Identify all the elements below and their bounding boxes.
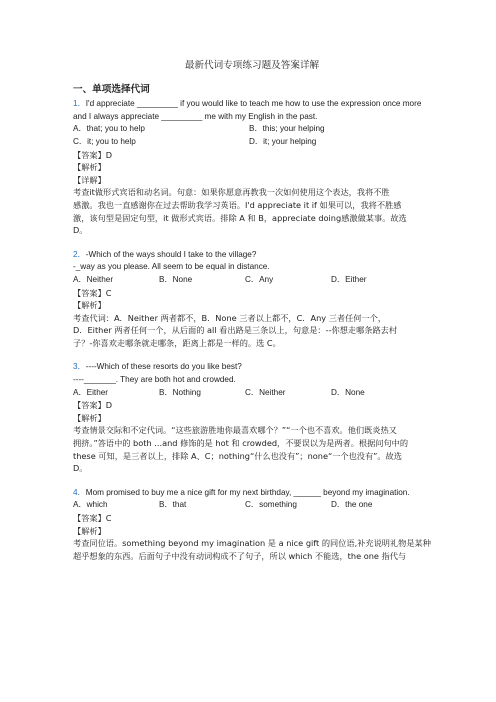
explanation-line: D。: [73, 225, 88, 236]
analysis-label: 【解析】: [73, 525, 106, 536]
options-row: [73, 136, 431, 149]
explanation-line: 超乎想象的东西。后面句子中没有动词构成不了句子，所以 which 不能选，the one 指代与: [73, 550, 407, 561]
option-b: B．this; your helping: [249, 124, 325, 134]
option-c: C．it; you to help: [73, 136, 136, 146]
answer-line: 【答案】C: [73, 287, 112, 298]
question-stem-line: ----_______. They are both hot and crowded.: [73, 375, 236, 385]
option-c: C．something: [245, 500, 297, 510]
options-row: [73, 274, 431, 287]
options-row: [73, 499, 431, 512]
explanation-line: 考查it做形式宾语和动名词。句意：如果你愿意再教我一次如何使用这个表达，我将不胜: [73, 187, 390, 198]
explanation-line: 考查代词：A．Neither 两者都不，B．None 三者以上都不，C．Any 三者任何一个，: [73, 312, 387, 323]
option-d: D．the one: [331, 500, 373, 510]
option-a: A．Neither: [73, 274, 114, 284]
question-number: 3．: [73, 362, 86, 372]
page-title: 最新代词专项练习题及答案详解: [184, 60, 320, 71]
detail-label: 【详解】: [73, 174, 106, 185]
question-stem: 2．-Which of the ways should I take to the village?: [73, 249, 257, 259]
explanation-line: 激，该句型是固定句型，it 做形式宾语。排除 A 和 B，appreciate doing感激做某事。故选: [73, 212, 407, 223]
analysis-label: 【解析】: [73, 300, 106, 311]
section-heading: 一、单项选择代词: [73, 83, 150, 95]
document-page: [73, 60, 431, 574]
question-stem: 1．I'd appreciate _________ if you would like to teach me how to use the expression once more: [73, 99, 422, 109]
option-b: B．that: [159, 500, 187, 510]
question-number: 1．: [73, 99, 86, 109]
question-4: [73, 487, 431, 563]
option-a: A．that; you to help: [73, 124, 145, 134]
explanation-line: D。: [73, 463, 88, 474]
explanation-line: D．Either 两者任何一个，从后面的 all 看出路是三条以上，句意是：--你想走哪条路去村: [73, 325, 398, 336]
question-number: 4．: [73, 487, 86, 497]
option-c: C．Neither: [245, 387, 286, 397]
options-row: [73, 387, 431, 400]
answer-line: 【答案】D: [73, 149, 113, 160]
question-stem: 3．----Which of these resorts do you like best?: [73, 362, 242, 372]
option-b: B．Nothing: [159, 387, 201, 397]
question-3: [73, 361, 431, 474]
analysis-label: 【解析】: [73, 162, 106, 173]
analysis-label: 【解析】: [73, 412, 106, 423]
question-stem: 4．Mom promised to buy me a nice gift for my next birthday, ______ beyond my imagination.: [73, 487, 410, 497]
option-a: A．which: [73, 500, 108, 510]
explanation-line: 考查同位语。something beyond my imagination 是 a nice gift 的同位语,补充说明礼物是某种: [73, 538, 431, 549]
option-d: D．None: [331, 387, 365, 397]
option-b: B．None: [159, 274, 193, 284]
answer-line: 【答案】D: [73, 400, 113, 411]
question-1: [73, 98, 431, 237]
answer-line: 【答案】C: [73, 513, 112, 523]
option-a: A．Either: [73, 387, 109, 397]
option-c: C．Any: [245, 274, 274, 284]
explanation-line: 拥挤。”答语中的 both ...and 修饰的是 hot 和 crowded，不要误以为是两者。根据问句中的: [73, 438, 409, 449]
question-stem-line: and I always appreciate _________ me with my English in the past.: [73, 111, 318, 121]
explanation-line: 考查情景交际和不定代词。“这些旅游胜地你最喜欢哪个？”“一个也不喜欢。他们既炎热又: [73, 425, 397, 436]
option-d: D．Either: [331, 274, 367, 284]
question-2: [73, 249, 431, 350]
explanation-line: these 可知，是三者以上，排除 A、C；nothing“什么也没有”；none“一个也没有”。故选: [73, 450, 402, 461]
explanation-line: 子？-你喜欢走哪条就走哪条，距离上都是一样的。选 C。: [73, 337, 281, 348]
options-row: [73, 123, 431, 136]
explanation-line: 感激。我也一直感谢你在过去帮助我学习英语。I'd appreciate it if 如果可以，我将不胜感: [73, 199, 402, 210]
question-stem-line: -_way as you please. All seem to be equal in distance.: [73, 262, 270, 272]
question-number: 2．: [73, 249, 86, 259]
option-d: D．it; your helping: [249, 136, 317, 146]
